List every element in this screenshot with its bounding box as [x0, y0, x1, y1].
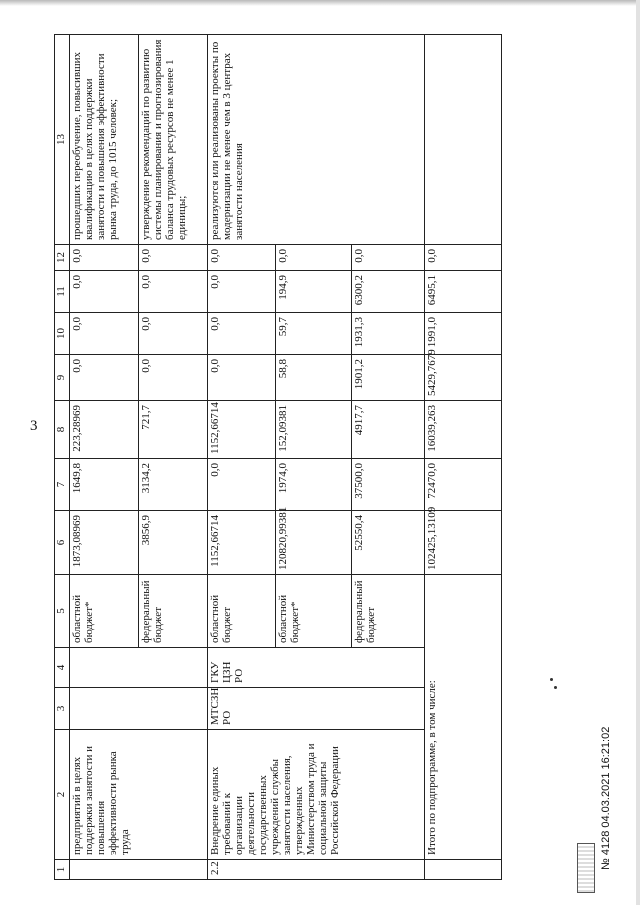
result-cell: прошедших переобучение, повысивших квалификацию в целях поддержки занятости и повышения эффективности рынка труда, до 1015 человек;: [70, 35, 139, 245]
result-cell: утверждение рекомендаций по развитию системы планирования и прогнозирования баланса трудовых ресурсов не менее 1 единицы;: [139, 35, 208, 245]
year-value-cell: 37500,0: [352, 459, 425, 511]
year-value-cell: 1901,2: [352, 355, 425, 401]
header-cell: 10: [55, 313, 70, 355]
rotated-table-block: [54, 35, 622, 880]
table-row: [208, 35, 276, 880]
scan-speck: [550, 678, 553, 681]
year-value-cell: 0,0: [425, 245, 502, 271]
year-value-cell: 3134,2: [139, 459, 208, 511]
responsible-cell: МТСЗН РО: [208, 688, 425, 730]
funding-source-cell: областной бюджет: [208, 575, 276, 648]
year-value-cell: 16039,263: [425, 401, 502, 459]
funding-source-cell: федеральный бюджет: [139, 575, 208, 648]
header-cell: 9: [55, 355, 70, 401]
year-value-cell: 0,0: [208, 245, 276, 271]
year-value-cell: 0,0: [139, 355, 208, 401]
header-cell: 2: [55, 730, 70, 860]
scan-speck: [554, 686, 557, 689]
year-value-cell: 0,0: [70, 313, 139, 355]
year-value-cell: 0,0: [139, 245, 208, 271]
year-value-cell: 4917,7: [352, 401, 425, 459]
year-value-cell: 0,0: [276, 245, 352, 271]
header-cell: 5: [55, 575, 70, 648]
year-value-cell: 223,28969: [70, 401, 139, 459]
year-value-cell: 72470,0: [425, 459, 502, 511]
year-value-cell: 721,7: [139, 401, 208, 459]
year-value-cell: 1991,0: [425, 313, 502, 355]
row-number-cell: [70, 860, 208, 880]
result-cell: реализуются или реализованы проекты по модернизации не менее чем в 3 центрах занятости населения: [208, 35, 425, 245]
row-number-cell: 2.2: [208, 860, 425, 880]
table-row: [70, 35, 139, 880]
total-label-cell: Итого по подпрограмме, в том числе:: [425, 575, 502, 860]
participant-cell: [70, 648, 208, 688]
year-value-cell: 58,8: [276, 355, 352, 401]
total-cell: 52550,4: [352, 511, 425, 575]
year-value-cell: 0,0: [139, 313, 208, 355]
budget-table: [54, 34, 502, 880]
row-number-cell: [425, 860, 502, 880]
year-value-cell: 1649,8: [70, 459, 139, 511]
year-value-cell: 194,9: [276, 271, 352, 313]
registration-stamp-text: № 4128 04.03.2021 16:21:02: [600, 726, 612, 870]
year-value-cell: 1974,0: [276, 459, 352, 511]
year-value-cell: 59,7: [276, 313, 352, 355]
activity-name-cell: Внедрение единых требований к организации деятельности государственных учреждений службы занятости населения, утвержденных Министерством труда и социальной защиты Российской Федерации: [208, 730, 425, 860]
year-value-cell: 0,0: [208, 271, 276, 313]
funding-source-cell: областной бюджет*: [276, 575, 352, 648]
year-value-cell: 0,0: [70, 271, 139, 313]
year-value-cell: 1152,66714: [208, 401, 276, 459]
year-value-cell: 0,0: [208, 355, 276, 401]
header-cell: 13: [55, 35, 70, 245]
header-row: [55, 35, 70, 880]
year-value-cell: 1931,3: [352, 313, 425, 355]
header-cell: 4: [55, 648, 70, 688]
year-value-cell: 6300,2: [352, 271, 425, 313]
responsible-cell: [70, 688, 208, 730]
year-value-cell: 0,0: [208, 459, 276, 511]
activity-name-cell: предприятий в целях поддержки занятости и повышения эффективности рынка труда: [70, 730, 208, 860]
header-cell: 6: [55, 511, 70, 575]
year-value-cell: 152,09381: [276, 401, 352, 459]
total-cell: 120820,99381: [276, 511, 352, 575]
header-cell: 3: [55, 688, 70, 730]
total-cell: 3856,9: [139, 511, 208, 575]
year-value-cell: 0,0: [139, 271, 208, 313]
year-value-cell: 6495,1: [425, 271, 502, 313]
total-cell: 1873,08969: [70, 511, 139, 575]
scan-edge: [0, 0, 640, 6]
scan-right-edge: [636, 0, 640, 905]
page-number: 3: [30, 418, 38, 434]
year-value-cell: 0,0: [70, 355, 139, 401]
header-cell: 8: [55, 401, 70, 459]
total-cell: 102425,13109: [425, 511, 502, 575]
participant-cell: ГКУ ЦЗН РО: [208, 648, 425, 688]
total-cell: 1152,66714: [208, 511, 276, 575]
header-cell: 12: [55, 245, 70, 271]
header-cell: 7: [55, 459, 70, 511]
registration-stamp-icon: [577, 843, 595, 893]
funding-source-cell: областной бюджет*: [70, 575, 139, 648]
year-value-cell: 5429,7679: [425, 355, 502, 401]
year-value-cell: 0,0: [208, 313, 276, 355]
year-value-cell: 0,0: [352, 245, 425, 271]
table-row-total: [425, 35, 502, 880]
funding-source-cell: федеральный бюджет: [352, 575, 425, 648]
header-cell: 11: [55, 271, 70, 313]
year-value-cell: 0,0: [70, 245, 139, 271]
header-cell: 1: [55, 860, 70, 880]
result-cell: [425, 35, 502, 245]
